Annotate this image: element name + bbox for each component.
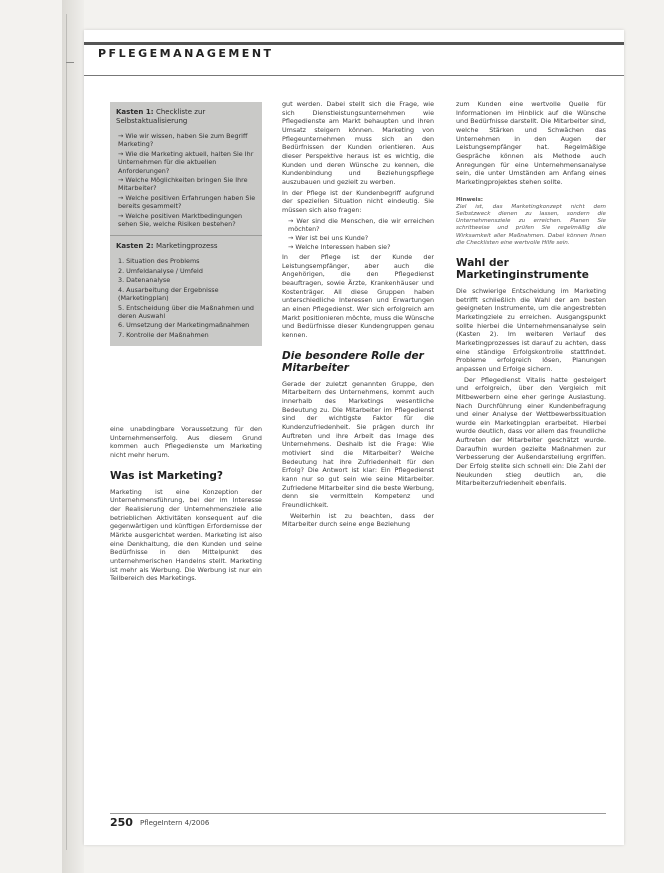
list-item: 3. Datenanalyse: [118, 276, 171, 285]
question-item: → Wer sind die Menschen, die wir erreichen möchten?: [288, 216, 434, 234]
kasten-1-title: [116, 108, 256, 126]
hint-note: [456, 193, 606, 247]
kasten-2-label: Kasten 2:: [116, 242, 154, 251]
list-item: 1. Situation des Problems: [118, 257, 200, 266]
list-item: → Welche positiven Erfahrungen haben Sie bereits gesammelt?: [118, 193, 256, 211]
kasten-2: [110, 236, 262, 346]
kasten-1: [110, 102, 262, 236]
list-item: 4. Ausarbeitung der Ergebnisse (Marketingplan): [118, 285, 219, 303]
column-2-body-4: Weiterhin ist zu beachten, dass der Mitarbeiter durch seine enge Beziehung: [282, 511, 434, 529]
column-3-body-3: Der Pflegedienst Vitalis hatte gesteigert und erfolgreich, über den Vergleich mit Mitbewerbern eine eher geringe Auslastung. Nach Durchführung einer Kundenbefragung und einer Analyse der Wettbewerbssituation wurde ein Marketingplan erarbeitet. Hierbei wurde deutlich, dass vor allem das freundliche Auftreten der Mitarbeiter geschätzt wurde. Daraufhin wurden gezielte Maßnahmen zur Verbesserung der Außendarstellung ergriffen. Der Erfolg stellte sich schnell ein: Die Zahl der Neukunden stieg deutlich an, die Mitarbeiterzufriedenheit ebenfalls.: [456, 375, 606, 488]
column-2: [282, 100, 434, 531]
footer-rule: [110, 813, 606, 814]
hint-label: Hinweis:: [456, 196, 484, 203]
kasten-1-heading: Checkliste zur Selbstaktualisierung: [116, 108, 206, 125]
kasten-2-heading: Marketingprozess: [155, 242, 218, 251]
kasten-1-label: Kasten 1:: [116, 108, 154, 116]
column-2-body-1: gut werden. Dabei stellt sich die Frage, wie sich Dienstleistungsunternehmen wie Pflegedienste am Markt behaupten und ihren Umsatz steigern können. Marketing von Pflegeunternehmen muss sich an den Bedürfnissen der Kunden orientieren. Aus dieser Perspektive heraus ist es wichtig, die Kunden und deren Wünsche zu kennen, die Kundenbindung und Beziehungspflege auszubauen und gezielt zu werben.: [282, 100, 434, 186]
margin-line: [66, 14, 67, 850]
column-2-body-2: In der Pflege ist der Kunde der Leistungsempfänger, aber auch die Angehörigen, die den Pflegedienst beauftragen, sowie Ärzte, Krankenhäuser und Kostenträger. All diese Gruppen haben unterschiedliche Interessen und Erwartungen an einen Pflegedienst. Wer sich erfolgreich am Markt positionieren möchte, muss die Wünsche und Bedürfnisse dieser Kundengruppen genau kennen.: [282, 253, 434, 340]
list-item: 2. Umfeldanalyse / Umfeld: [118, 266, 203, 275]
column-1-body: Marketing ist eine Konzeption der Unternehmensführung, bei der im Interesse der Realisierung der Unternehmensziele alle betrieblichen Aktivitäten konsequent auf die gegenwärtigen und künftigen Erfordernisse der Märkte ausgerichtet werden. Marketing ist also eine Denkhaltung, die den Kunden und seine Bedürfnisse in den Mittelpunkt des unternehmerischen Handelns stellt. Marketing ist mehr als Werbung. Die Werbung ist nur ein Teilbereich des Marketings.: [110, 487, 262, 583]
list-item: → Wie die Marketing aktuell, halten Sie Ihr Unternehmen für die aktuellen Anforderungen?: [118, 149, 254, 175]
info-box: [110, 102, 262, 346]
list-item: 7. Kontrolle der Maßnahmen: [118, 330, 209, 339]
page-number: 250: [110, 816, 133, 829]
page-title: PFLEGEMANAGEMENT: [98, 47, 274, 60]
kasten-1-list: [116, 132, 256, 228]
journal-source: PflegeIntern 4/2006: [140, 819, 210, 827]
list-item: → Wie wir wissen, haben Sie zum Begriff Marketing?: [118, 132, 248, 149]
heading-mitarbeiter: Die besondere Rolle der Mitarbeiter: [282, 349, 424, 374]
list-item: → Welche positiven Marktbedingungen sehen Sie, welche Risiken bestehen?: [118, 211, 243, 229]
list-item: 6. Umsetzung der Marketingmaßnahmen: [118, 321, 250, 330]
question-item: → Welche Interessen haben sie?: [288, 242, 391, 251]
list-item: 5. Entscheidung über die Maßnahmen und deren Auswahl: [118, 303, 254, 320]
column-2-body-3: Gerade der zuletzt genannten Gruppe, den Mitarbeitern des Unternehmens, kommt auch innerhalb des Marketings wesentliche Bedeutung zu. Die Mitarbeiter im Pflegedienst sind der wichtigste Faktor für die Kundenzufriedenheit. Sie prägen durch ihr Auftreten und ihre Arbeit das Image des Unternehmens. Deshalb ist die Frage: Wie motiviert sind die Mitarbeiter? Welche Bedeutung hat ihre Zufriedenheit für den Erfolg? Die Antwort ist klar: Ein Pflegedienst kann nur so gut sein wie seine Mitarbeiter. Zufriedene Mitarbeiter sind die beste Werbung, denn sie vermitteln Kompetenz und Freundlichkeit.: [282, 379, 434, 509]
margin-tick: [66, 62, 74, 63]
heading-was-ist-marketing: Was ist Marketing?: [110, 469, 223, 482]
column-3: [456, 100, 606, 490]
list-item: → Welche Möglichkeiten bringen Sie Ihre Mitarbeiter?: [118, 176, 248, 193]
column-1-intro: eine unabdingbare Voraussetzung für den Unternehmenserfolg. Aus diesem Grund kommen auch Pflegedienste um Marketing nicht mehr herum.: [110, 425, 262, 459]
kasten-2-title: [116, 242, 256, 251]
column-3-body-1: zum Kunden eine wertvolle Quelle für Informationen im Hinblick auf die Wünsche und Bedürfnisse darstellt. Die Mitarbeiter sind, welche Stärken und Schwächen das Unternehmen in den Augen der Leistungsempfänger hat. Regelmäßige Gespräche können als Methode auch Anregungen für eine Unternehmensanalyse sein, die unter Umständen am Anfang eines Marketingprojektes stehen sollte.: [456, 100, 606, 186]
kasten-2-list: [116, 257, 256, 339]
hint-text: Ziel ist, das Marketingkonzept nicht dem Selbstzweck dienen zu lassen, sondern die Unternehmensziele zu erreichen. Planen Sie schrittweise und prüfen Sie regelmäßig die Wirksamkeit aller Maßnahmen. Dabei können Ihnen die Checklisten eine wertvolle Hilfe sein.: [456, 203, 606, 246]
question-item: → Wer ist bei uns Kunde?: [288, 233, 369, 242]
column-1: [110, 425, 262, 585]
document-page: [84, 30, 624, 845]
heading-marketinginstrumente: Wahl der Marketinginstrumente: [456, 256, 589, 281]
column-2-question-intro: In der Pflege ist der Kundenbegriff aufgrund der speziellen Situation nicht eindeutig. Sie müssen sich also fragen:: [282, 188, 434, 214]
column-3-body-2: Die schwierige Entscheidung im Marketing betrifft schließlich die Wahl der am besten geeigneten Instrumente, um die angestrebten Marketingziele zu erreichen. Ausgangspunkt sollte hierbei die Unternehmensanalyse sein (Kasten 2). Im weiteren Verlauf des Marketingprozesses ist darauf zu achten, dass eine ständige Erfolgskontrolle stattfindet. Probleme erfolgreich lösen, Planungen anpassen und Erfolge sichern.: [456, 286, 606, 373]
